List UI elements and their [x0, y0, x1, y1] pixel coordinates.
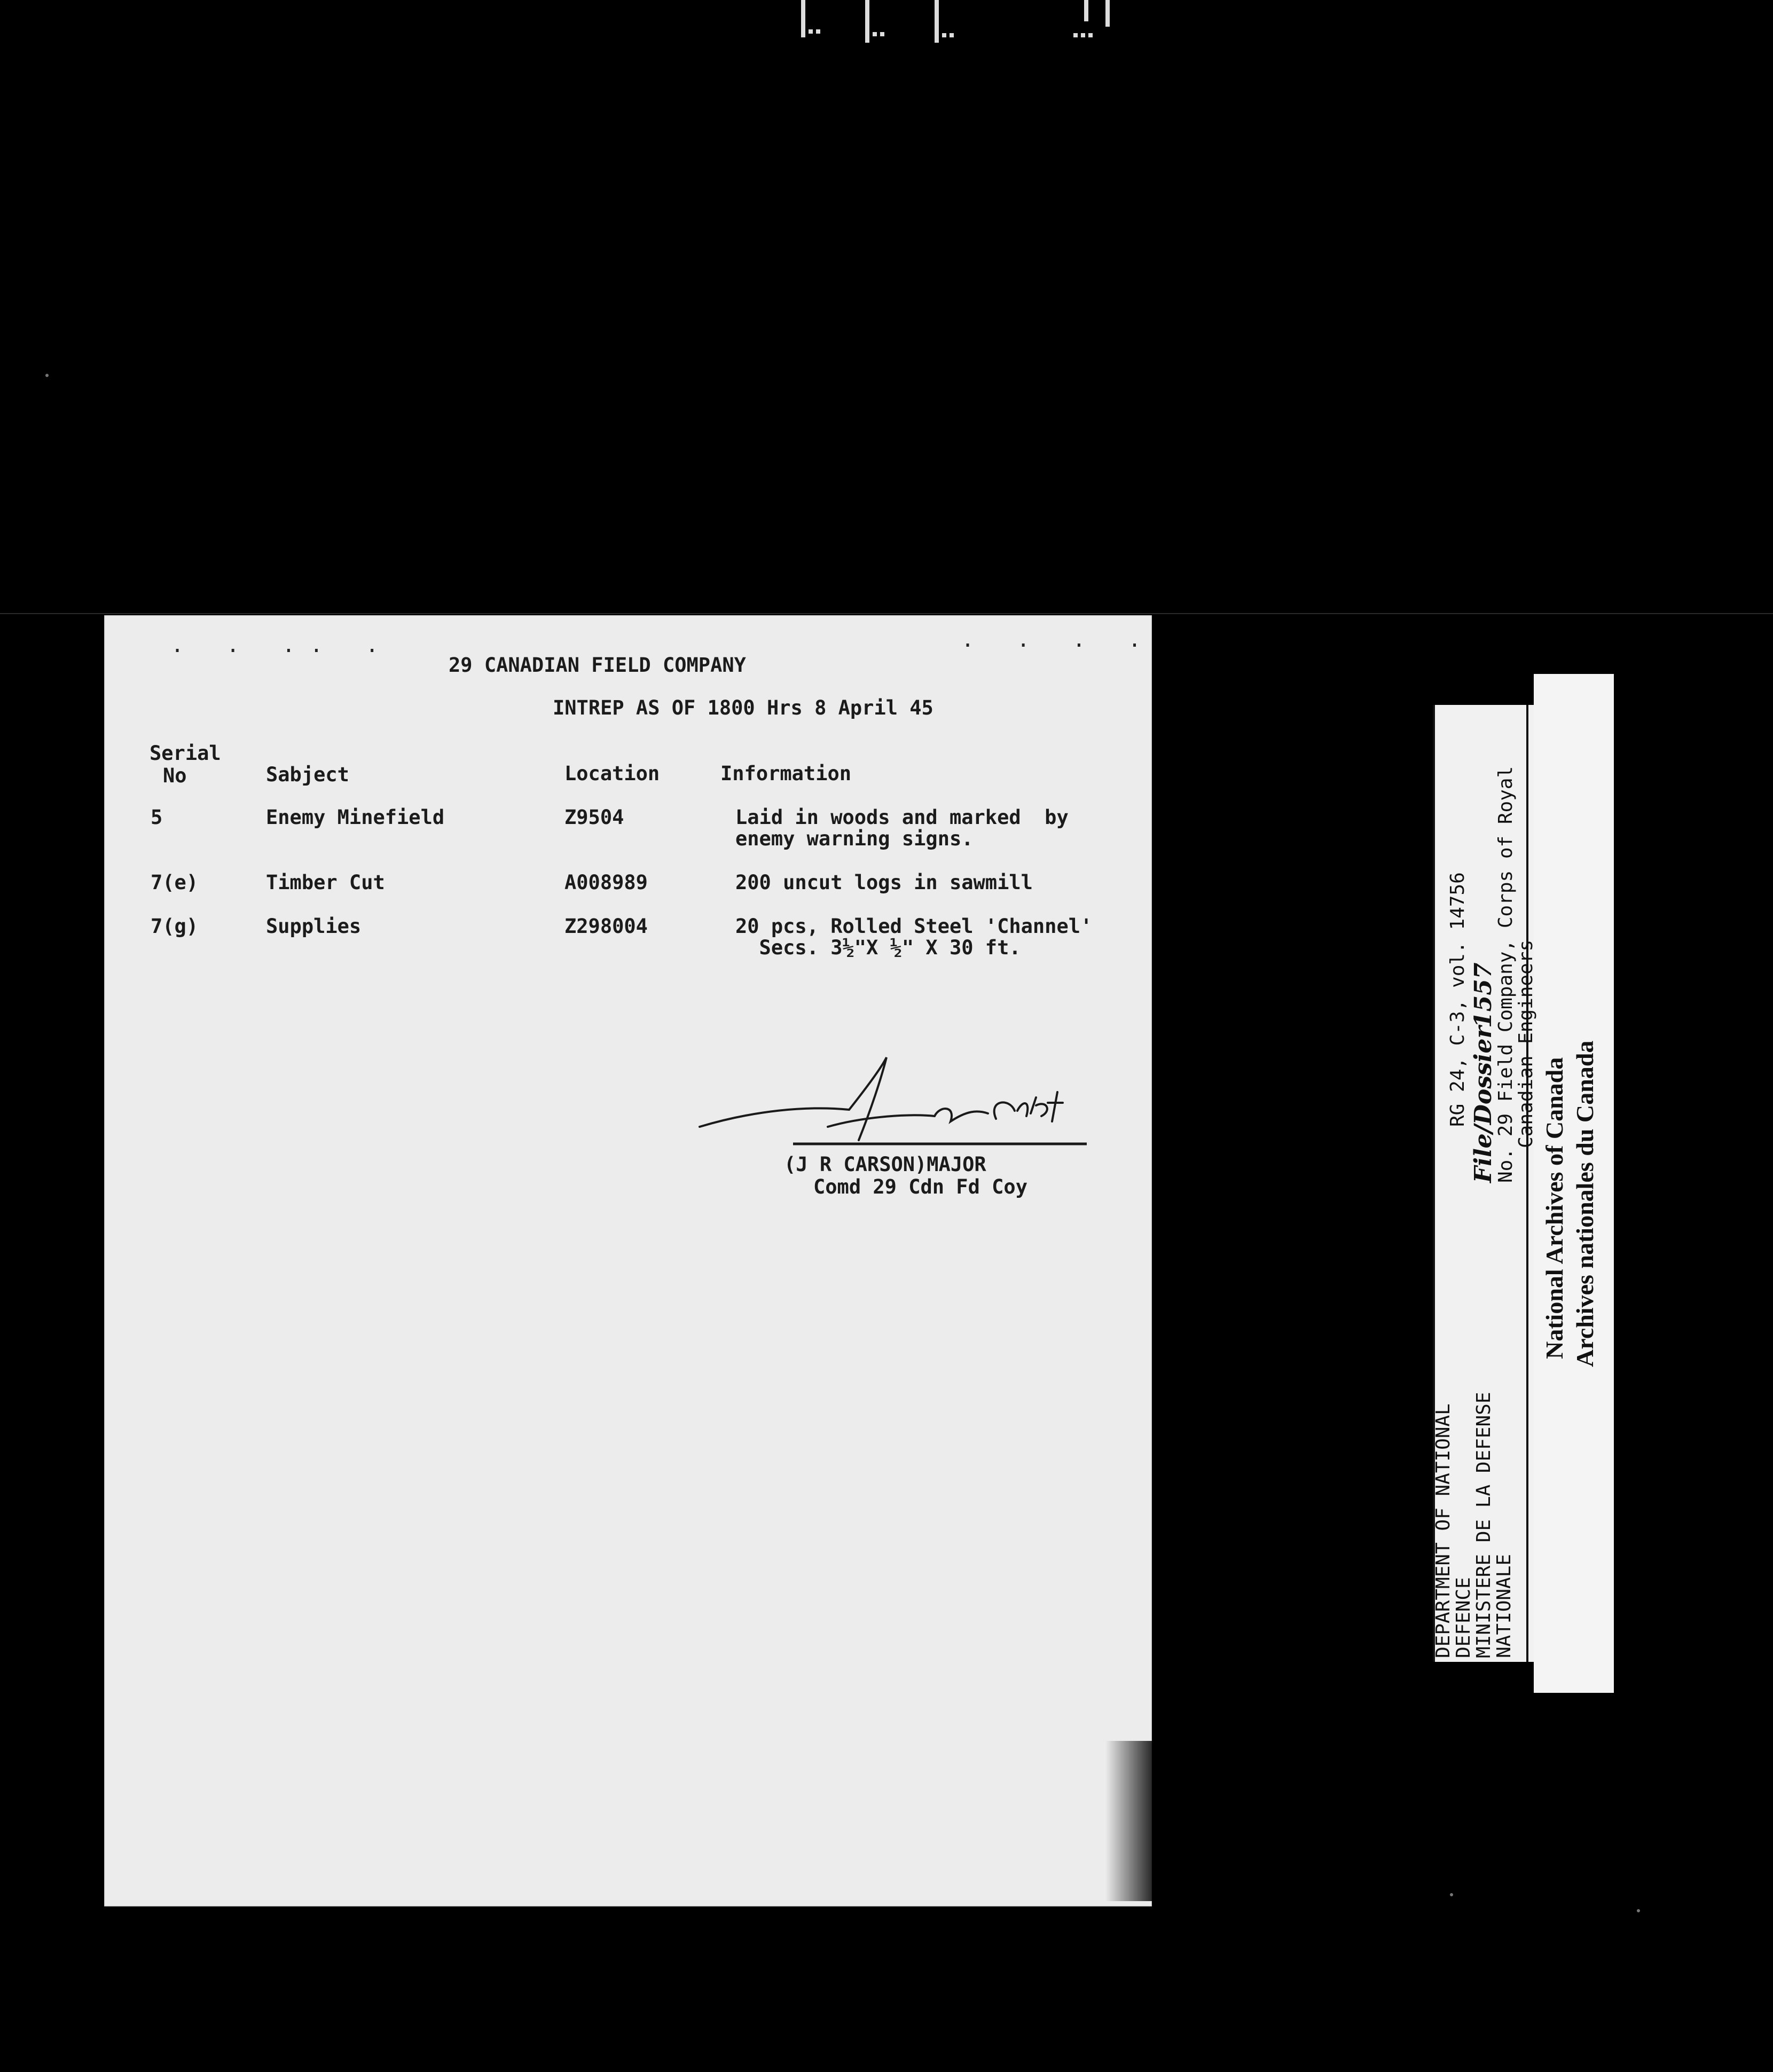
- row-information-line2: enemy warning signs.: [735, 827, 974, 850]
- card-divider-line: [1526, 705, 1528, 1662]
- unit-line1: No. 29 Field Company, Corps of Royal: [1495, 766, 1517, 1183]
- dept-line1: DEPARTMENT OF NATIONAL: [1432, 1403, 1454, 1658]
- header-serial-no: No: [163, 764, 187, 787]
- dept-line2: DEFENCE: [1453, 1577, 1474, 1658]
- report-title: INTREP AS OF 1800 Hrs 8 April 45: [553, 696, 933, 719]
- row-subject: Enemy Minefield: [266, 806, 445, 829]
- row-location: Z9504: [564, 806, 624, 829]
- film-seam: [0, 613, 1773, 614]
- header-information: Information: [720, 762, 852, 785]
- dept-line4: NATIONALE: [1493, 1553, 1515, 1658]
- row-subject: Supplies: [266, 915, 362, 938]
- header-location: Location: [564, 762, 660, 785]
- signatory-name: (J R CARSON)MAJOR: [784, 1153, 986, 1176]
- file-dossier-label: File/Dossier: [1470, 1026, 1497, 1183]
- punch-dots-left: . . .. .: [171, 633, 394, 657]
- archives-name-french: Archives nationales du Canada: [1571, 1040, 1598, 1367]
- file-number: 1557: [1470, 962, 1497, 1028]
- row-information-line1: 200 uncut logs in sawmill: [735, 871, 1033, 894]
- header-subject: Sabject: [266, 763, 349, 786]
- film-speck: [1637, 1909, 1640, 1912]
- row-subject: Timber Cut: [266, 871, 385, 894]
- row-serial: 7(g): [151, 915, 199, 938]
- film-speck: [1450, 1893, 1453, 1896]
- archive-reference: RG 24, C-3, vol. 14756: [1447, 872, 1469, 1127]
- unit-line2: Canadian Engineers: [1515, 939, 1537, 1148]
- punch-dots-right: . . . .: [961, 627, 1156, 652]
- signature-script: Capt.: [1089, 1167, 1095, 1170]
- page-corner-shadow: [1105, 1741, 1154, 1901]
- row-information-line1: Laid in woods and marked by: [735, 806, 1069, 829]
- row-information-line2: Secs. 3½"X ½" X 30 ft.: [735, 936, 1021, 959]
- dept-line3: MINISTERE DE LA DEFENSE: [1473, 1392, 1495, 1658]
- row-serial: 5: [151, 806, 163, 829]
- signatory-title: Comd 29 Cdn Fd Coy: [813, 1175, 1027, 1198]
- frame-number-fragment: [796, 0, 1127, 48]
- row-information-line1: 20 pcs, Rolled Steel 'Channel': [735, 915, 1093, 938]
- archives-name-english: National Archives of Canada: [1541, 1057, 1568, 1359]
- row-location: Z298004: [564, 915, 648, 938]
- film-speck: [45, 374, 49, 377]
- header-serial: Serial: [150, 742, 221, 765]
- row-serial: 7(e): [151, 871, 199, 894]
- company-heading: 29 CANADIAN FIELD COMPANY: [449, 654, 746, 677]
- row-location: A008989: [564, 871, 648, 894]
